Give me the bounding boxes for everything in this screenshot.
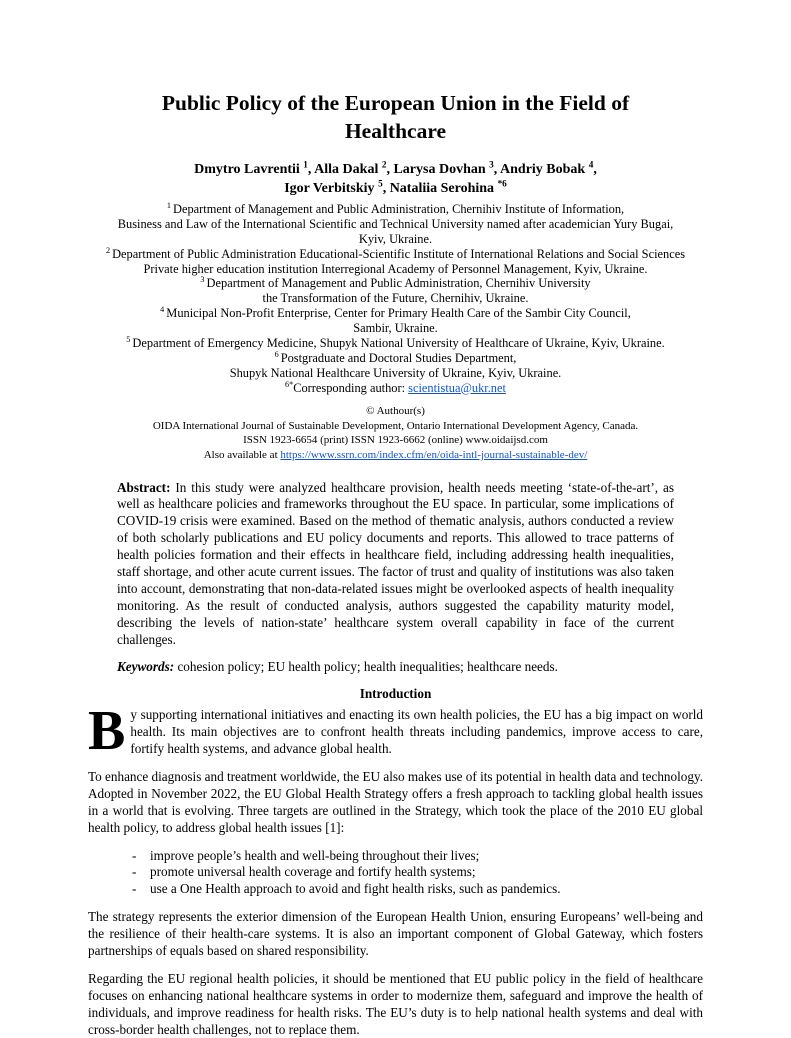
copyright-block xyxy=(88,404,703,462)
affiliation-line: the Transformation of the Future, Chernihiv, Ukraine. xyxy=(262,291,529,306)
abstract xyxy=(117,480,674,649)
affiliation-sup: 5 xyxy=(126,334,133,344)
corresponding-email-link[interactable]: scientistua@ukr.net xyxy=(408,380,506,395)
strategy-target-item xyxy=(132,848,703,865)
strategy-target-item xyxy=(132,881,703,898)
author-affiliation-sup: 4 xyxy=(588,159,594,170)
paper-title-line-1: Public Policy of the European Union in the Field of xyxy=(161,91,630,115)
keywords xyxy=(117,659,674,676)
affiliation-line: Private higher education institution Interregional Academy of Personnel Management, Kyiv, Ukraine. xyxy=(143,261,648,276)
copyright-authors-line: © Authour(s) xyxy=(366,405,425,418)
intro-paragraph-3: The strategy represents the exterior dimension of the European Health Union, ensuring Europeans’ well-being and the resilience of their health-care systems. It is also an important component of Global Gateway, which fosters partnerships of equals based on shared responsibility. xyxy=(88,909,703,958)
author-name: Igor Verbitskiy $^5$ xyxy=(284,178,383,197)
affiliation-line: Business and Law of the International Scientific and Technical University named after academician Yury Bugai, xyxy=(117,216,674,231)
author-name: Nataliia Serohina $^{*6}$ xyxy=(389,178,507,197)
affiliation-line: Shupyk National Healthcare University of Ukraine, Kyiv, Ukraine. xyxy=(229,365,562,380)
corresponding-author-line xyxy=(88,381,703,396)
also-available-prefix: Also available at xyxy=(203,448,281,461)
affiliation-line: Sambir, Ukraine. xyxy=(353,321,438,336)
abstract-label: Abstract: xyxy=(117,479,171,495)
drop-cap: B xyxy=(88,700,126,763)
author-list xyxy=(88,160,703,199)
intro-paragraph-1 xyxy=(88,700,703,763)
dash-marker: - xyxy=(132,847,137,863)
strategy-target-text: promote universal health coverage and fortify health systems; xyxy=(150,864,476,880)
author-affiliation-sup: 2 xyxy=(381,159,387,170)
author-name: Larysa Dovhan $^3$ xyxy=(393,159,494,177)
author-name: Andriy Bobak $^4$ xyxy=(500,159,594,177)
author-line: Dmytro Lavrentii $^1$, Alla Dakal $^2$, Larysa Dovhan $^3$, Andriy Bobak $^4$, xyxy=(194,159,597,177)
keywords-text: cohesion policy; EU health policy; health inequalities; healthcare needs. xyxy=(174,659,558,675)
intro-paragraph-1-text: y supporting international initiatives and enacting its own health policies, the EU has a big impact on world health. Its main objectives are to confront health threats including pandemics, improve access to care, fortify health systems, and advance global health. xyxy=(130,707,703,757)
affiliation-line: $^4$ Municipal Non-Profit Enterprise, Center for Primary Health Care of the Sambir City Council, xyxy=(160,305,631,321)
author-name: Dmytro Lavrentii $^1$ xyxy=(194,159,308,177)
strategy-target-text: use a One Health approach to avoid and fight health risks, such as pandemics. xyxy=(150,881,561,897)
strategy-target-text: improve people’s health and well-being throughout their lives; xyxy=(150,847,480,863)
affiliation-line: $^5$ Department of Emergency Medicine, Shupyk National University of Healthcare of Ukraine, Kyiv, Ukraine. xyxy=(126,334,665,350)
strategy-target-item xyxy=(132,864,703,881)
strategy-targets-list xyxy=(88,848,703,899)
author-line: Igor Verbitskiy $^5$, Nataliia Serohina $^{*6}$ xyxy=(284,178,507,197)
journal-name-line: OIDA International Journal of Sustainable Development, Ontario International Development Agency, Canada. xyxy=(152,419,639,432)
also-available-line xyxy=(88,448,703,463)
author-affiliation-sup: 3 xyxy=(489,159,494,170)
keywords-label: Keywords: xyxy=(117,659,175,675)
author-affiliation-sup: 5 xyxy=(378,178,383,189)
affiliation-line: $^1$ Department of Management and Public Administration, Chernihiv Institute of Information, xyxy=(166,200,625,217)
paper-title-line-2: Healthcare xyxy=(344,118,447,143)
intro-paragraph-4: Regarding the EU regional health policies, it should be mentioned that EU public policy in the field of healthcare focuses on enhancing national healthcare systems in order to modernize them, safeguard and improve the health of individuals, and improve readiness for health risks. The EU’s duty is to help national health systems and deal with cross-border health challenges, not to replace them. xyxy=(88,970,703,1037)
section-heading-introduction: Introduction xyxy=(359,686,432,702)
ssrn-link[interactable]: https://www.ssrn.com/index.cfm/en/oida-intl-journal-sustainable-dev/ xyxy=(280,448,588,461)
corresponding-author-sup: 6* xyxy=(285,379,294,389)
issn-line: ISSN 1923-6654 (print) ISSN 1923-6662 (online) www.oidaijsd.com xyxy=(243,434,548,447)
affiliation-line: $^6$ Postgraduate and Doctoral Studies Department, xyxy=(274,349,517,365)
author-affiliation-sup: *6 xyxy=(497,178,507,189)
affiliation-list xyxy=(88,202,703,381)
author-affiliation-sup: 1 xyxy=(303,159,308,170)
paper-title xyxy=(88,90,703,146)
affiliation-sup: 1 xyxy=(166,200,173,210)
affiliation-line: $^2$ Department of Public Administration Educational-Scientific Institute of International Relations and Social Sciences xyxy=(105,245,686,261)
affiliation-line: Kyiv, Ukraine. xyxy=(358,231,433,246)
affiliation-sup: 3 xyxy=(200,275,207,285)
dash-marker: - xyxy=(132,881,137,897)
corresponding-author-label: Corresponding author: xyxy=(293,380,409,395)
dash-marker: - xyxy=(132,864,137,880)
affiliation-line: $^3$ Department of Management and Public Administration, Chernihiv University xyxy=(200,275,591,291)
affiliation-sup: 4 xyxy=(160,305,167,315)
author-name: Alla Dakal $^2$ xyxy=(314,159,387,177)
affiliation-sup: 2 xyxy=(105,245,113,255)
affiliation-sup: 6 xyxy=(274,349,281,359)
intro-paragraph-2: To enhance diagnosis and treatment worldwide, the EU also makes use of its potential in health data and technology. Adopted in November 2022, the EU Global Health Strategy offers a fresh approach to tackling global health issues in a world that is evolving. Three targets are outlined in the Strategy, which took the place of the 2010 EU global health policy, to address global health issues [1]: xyxy=(88,768,703,835)
abstract-text: In this study were analyzed healthcare provision, health needs meeting ‘state-of-the-art’, as well as healthcare policies and frameworks throughout the EU space. In particular, some implications of COVID-19 crisis were examined. Based on the method of thematic analysis, authors conducted a review of both scholarly publications and EU policy documents and reports. This allowed to trace patterns of health policies formation and their effects in healthcare field, including addressing health inequalities, staff shortage, and other acute current issues. The factor of trust and quality of institutions was also taken into account, demonstrating that non-data-related issues might be overlooked aspects of health inequality monitoring. As the result of conducted analysis, authors suggested the capability maturity model, describing the levels of nation-state’ healthcare system overall capability in face of the current challenges. xyxy=(117,479,674,647)
